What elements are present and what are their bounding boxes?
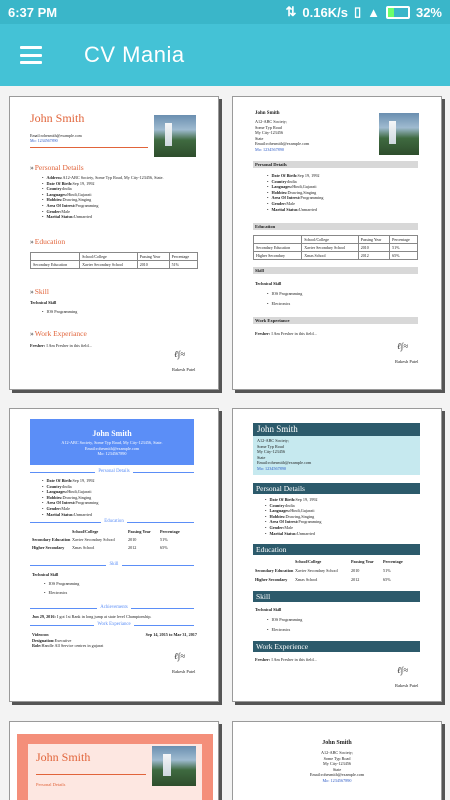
cv-name: John Smith bbox=[92, 429, 132, 438]
education-table: School/College Passing Year Percentage Secondary Education Xavier Secondary School 2010 51% bbox=[30, 252, 198, 269]
education-list: School/College Passing Year Percentage Secondary Education Xavier Secondary School 2010 51% Higher Secondary Xmas School 2012 65% bbox=[255, 559, 403, 583]
technical-skill-label: Technical Skill bbox=[30, 300, 57, 305]
fresher-line: Fresher: I Am Fresher in this field... bbox=[30, 343, 92, 348]
vibrate-icon: ▯ bbox=[353, 4, 362, 19]
signature-image: ℓ∫≈ bbox=[397, 665, 409, 675]
technical-skill-label: Technical Skill bbox=[32, 572, 59, 577]
details-list: • Date Of Birth:Sep 19, 1992 • Country:India • Languages:Hindi,Gujarati • Hobbies:Drawing,Singing • Area Of Intrest:Programming • Gender:Male • Marital Status:Unmarried bbox=[257, 497, 417, 536]
cv-name: John Smith bbox=[36, 750, 91, 764]
status-right bbox=[285, 4, 442, 20]
section-skill: Skill bbox=[253, 591, 420, 602]
cv-header: John Smith A12-ABC Society, Some Typ Road, My City-123456, State. Email:rohesmith@example.com Mo: 1234567890 bbox=[30, 419, 194, 465]
technical-skill-label: Technical Skill bbox=[255, 607, 282, 612]
section-education: Education bbox=[10, 519, 218, 524]
section-achievements: Achievements bbox=[10, 605, 218, 610]
divider bbox=[36, 774, 146, 775]
signature-name: Rakesh Patel bbox=[395, 683, 419, 688]
profile-photo bbox=[152, 746, 196, 786]
education-table: School/College Passing Year Percentage Secondary Education Xavier Secondary School 2010 51% Higher Secondary Xmas School 2012 65% bbox=[253, 235, 418, 260]
cv-header: John Smith A12-ABC Society; Some Typ Road My City-123456 State Email:rohesmith@example.com Mo: 1234567890 bbox=[253, 423, 420, 475]
profile-photo bbox=[379, 113, 419, 155]
template-card-classic-orange[interactable] bbox=[9, 96, 219, 390]
achievement-line: Jun 29, 2016: I got 1st Rank in long jump at state level Championship. bbox=[32, 614, 152, 619]
skill-list: • IOS Programming • Electronics bbox=[259, 291, 302, 306]
data-transfer-icon: ⇅ bbox=[285, 4, 297, 19]
signal-icon: ▲ bbox=[367, 4, 380, 20]
details-list: • Date Of Birth:Sep 19, 1992 • Country:India • Languages:Hindi,Gujarati • Hobbies:Drawing,Singing • Area Of Intrest:Programming • Gender:Male • Marital Status:Unmarried bbox=[34, 478, 194, 517]
section-work-experience: » Work Experiance bbox=[30, 329, 87, 338]
details-list: • Date Of Birth:Sep 19, 1992 • Country:India • Languages:Hindi,Gujarati • Hobbies:Drawing,Singing • Area Of Intrest:Programming • Gender:Male • Marital Status:Unmarried bbox=[259, 173, 419, 212]
education-list: School/College Passing Year Percentage Secondary Education Xavier Secondary School 2010 51% Higher Secondary Xmas School 2012 65% bbox=[32, 529, 180, 551]
status-time: 6:37 PM bbox=[8, 4, 58, 20]
cv-contact bbox=[30, 133, 82, 143]
cv-contact: A12-ABC Society; Some Typ Road My City-123456 State Email:rohesmith@example.com Mo: 1234567890 bbox=[255, 119, 310, 152]
status-bar bbox=[0, 0, 450, 24]
network-speed: 0.16K/s bbox=[302, 4, 348, 20]
job-entry: Videocon Sep 14, 2015 to Mar 31, 2017 Designation:Executive Role:Handle All Service centres in gujarat bbox=[32, 632, 197, 649]
signature-image: ℓ∫≈ bbox=[174, 349, 186, 359]
signature-image: ℓ∫≈ bbox=[174, 651, 186, 661]
battery-fill bbox=[388, 8, 394, 17]
skill-list: • IOS Programming • Electronics bbox=[36, 581, 79, 595]
technical-skill-label: Technical Skill bbox=[255, 281, 282, 286]
app-bar bbox=[0, 24, 450, 86]
section-work-experience: Work Experiance bbox=[10, 622, 218, 627]
template-grid bbox=[0, 86, 450, 800]
cv-phone: Mo: 1234567890 bbox=[30, 138, 58, 143]
section-personal-details: » Personal Details bbox=[30, 163, 84, 172]
section-personal-details: Personal Details bbox=[253, 161, 418, 168]
skill-list: • IOS Programming • Electronics bbox=[259, 617, 302, 632]
section-work-experience: Work Experience bbox=[253, 641, 420, 652]
cv-name: John Smith bbox=[253, 423, 420, 436]
section-skill: » Skill bbox=[30, 287, 49, 296]
template-card-coral[interactable] bbox=[9, 721, 219, 800]
cv-name: John Smith bbox=[30, 111, 85, 125]
app-title: CV Mania bbox=[84, 42, 185, 67]
section-personal-details: Personal Details bbox=[36, 782, 66, 787]
signature-name: Rakesh Patel bbox=[172, 367, 196, 372]
profile-photo bbox=[154, 115, 196, 157]
battery-icon bbox=[386, 6, 410, 19]
template-card-blue-header[interactable] bbox=[9, 408, 219, 702]
cv-name: John Smith bbox=[255, 111, 280, 116]
signature-image: ℓ∫≈ bbox=[397, 341, 409, 351]
divider bbox=[30, 147, 148, 148]
section-education: Education bbox=[253, 544, 420, 555]
battery-percent: 32% bbox=[415, 4, 442, 20]
signature-name: Rakesh Patel bbox=[172, 669, 196, 674]
menu-icon[interactable] bbox=[20, 46, 42, 64]
section-work-experience: Work Experiance bbox=[253, 317, 418, 324]
section-skill: Skill bbox=[10, 562, 218, 567]
section-skill: Skill bbox=[253, 267, 418, 274]
fresher-line: Fresher: I Am Fresher in this field... bbox=[255, 657, 317, 662]
cv-name: John Smith bbox=[322, 740, 352, 746]
template-card-grey-bands[interactable] bbox=[232, 96, 442, 390]
fresher-line: Fresher: I Am Fresher in this field... bbox=[255, 331, 317, 336]
section-education: Education bbox=[253, 223, 418, 230]
cv-email: Email:rohesmith@example.com bbox=[30, 133, 82, 138]
cv-contact: A12-ABC Society; Some Typ Road My City-123456 State Email:rohesmith@example.com Mo: 1234567890 bbox=[309, 750, 365, 783]
section-education: » Education bbox=[30, 237, 65, 246]
signature-name: Rakesh Patel bbox=[395, 359, 419, 364]
section-personal-details: Personal Details bbox=[253, 483, 420, 494]
section-personal-details: Personal Details bbox=[10, 469, 218, 474]
template-card-centered[interactable] bbox=[232, 721, 442, 800]
skill-list: • IOS Programming bbox=[34, 309, 77, 315]
template-card-teal-bands[interactable] bbox=[232, 408, 442, 702]
details-list: • Address:A12-ABC Society, Some Typ Road, My City-123456, State. • Date Of Birth:Sep 19, 1992 • Country:India • Languages:Hindi,Gujarati • Hobbies:Drawing,Singing • Area Of Intrest:Programming • Gender:Male • Marital Status:Unmarried bbox=[34, 175, 204, 220]
